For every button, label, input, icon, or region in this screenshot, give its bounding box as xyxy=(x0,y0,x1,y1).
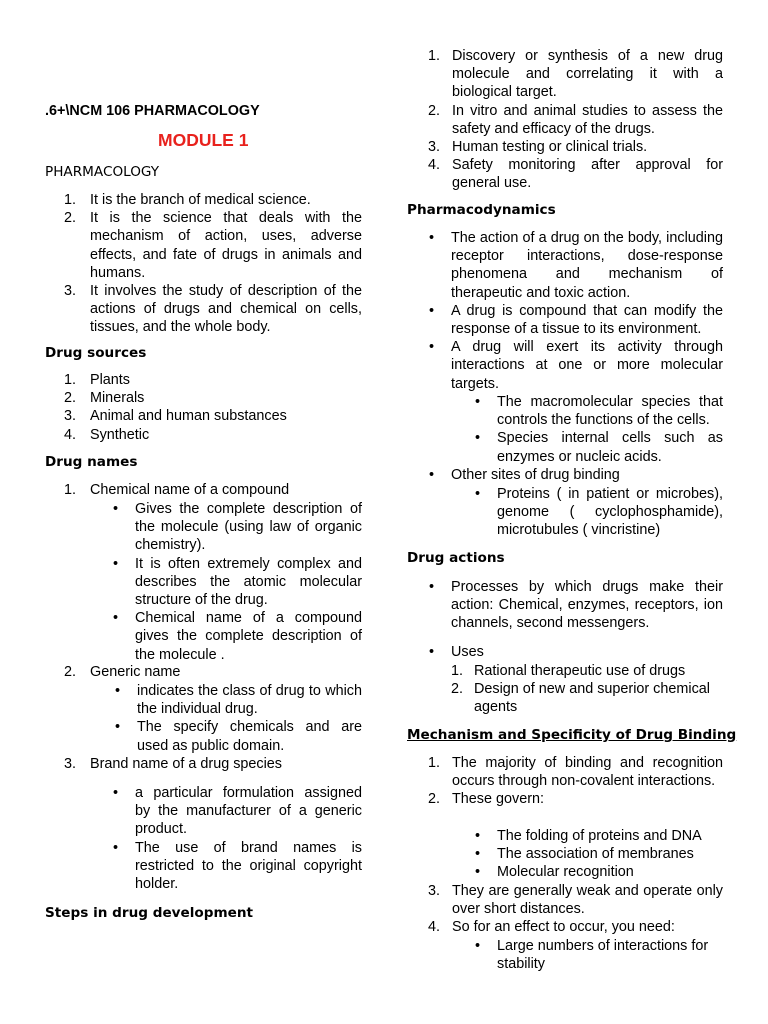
steps-list xyxy=(407,47,723,193)
list-item: 4. Safety monitoring after approval for general use. xyxy=(428,157,723,192)
drug-names-list xyxy=(45,481,362,499)
list-item: 4. So for an effect to occur, you need: xyxy=(428,919,675,936)
list-item: • A drug will exert its activity through interactions at one or more molecular targets. xyxy=(429,339,723,392)
list-item: • The association of membranes xyxy=(475,846,694,863)
list-item: • It is often extremely complex and describes the atomic molecular structure of the drug. xyxy=(113,555,362,609)
list-item: • The specify chemicals and are used as public domain. xyxy=(115,719,362,754)
pharmacodynamics-list xyxy=(429,229,723,393)
mechanism-list xyxy=(407,754,723,809)
uses-list xyxy=(429,643,723,661)
list-item: • Proteins ( in patient or microbes), genome ( cyclophosphamide), microtubules ( vincristine) xyxy=(475,486,723,539)
list-item: • Gives the complete description of the molecule (using law of organic chemistry). xyxy=(113,501,362,554)
list-item: • a particular formulation assigned by the manufacturer of a generic product. xyxy=(113,785,362,838)
list-item: 1. Discovery or synthesis of a new drug molecule and correlating it with a biological target. xyxy=(428,48,723,101)
drug-actions-list xyxy=(429,578,723,633)
pharmacology-heading: PHARMACOLOGY xyxy=(45,164,160,180)
govern-sublist xyxy=(475,827,723,882)
list-item: • Uses xyxy=(429,644,484,660)
course-title: .6+\NCM 106 PHARMACOLOGY xyxy=(45,103,260,119)
list-item: 2. Design of new and superior chemical agents xyxy=(451,681,710,716)
mechanism-list-2 xyxy=(407,882,723,937)
list-item: 3. Animal and human substances xyxy=(64,408,287,425)
list-item: • Molecular recognition xyxy=(475,864,634,881)
drug-sources-heading: Drug sources xyxy=(45,345,147,361)
list-item: 3. Brand name of a drug species xyxy=(64,756,282,772)
steps-heading: Steps in drug development xyxy=(45,905,254,921)
targets-sublist xyxy=(475,393,723,466)
other-sites-list xyxy=(429,466,723,484)
need-sublist xyxy=(475,937,723,973)
drug-names-list-3 xyxy=(45,755,362,773)
generic-name-sublist xyxy=(115,682,362,755)
list-item: 1. Chemical name of a compound xyxy=(64,482,290,498)
list-item: 2. Generic name xyxy=(64,664,181,680)
other-sites-sublist xyxy=(475,485,723,540)
list-item: 2. These govern: xyxy=(428,791,544,808)
drug-actions-heading: Drug actions xyxy=(407,550,505,566)
chemical-name-sublist xyxy=(113,500,362,664)
list-item: • Chemical name of a compound gives the complete description of the molecule . xyxy=(113,610,362,663)
pharmacodynamics-heading: Pharmacodynamics xyxy=(407,202,556,218)
drug-names-heading: Drug names xyxy=(45,454,138,470)
list-item: 4. Synthetic xyxy=(64,426,150,443)
list-item: • The use of brand names is restricted to the original copyright holder. xyxy=(113,839,362,893)
uses-sublist xyxy=(451,662,723,717)
list-item: 1. Rational therapeutic use of drugs xyxy=(451,663,686,679)
list-item: • Other sites of drug binding xyxy=(429,467,620,483)
list-item: 1. Plants xyxy=(64,372,130,388)
list-item: • indicates the class of drug to which the individual drug. xyxy=(115,683,362,718)
brand-name-sublist xyxy=(113,784,362,893)
list-item: 3. They are generally weak and operate only over short distances. xyxy=(428,883,723,918)
list-item: 1. It is the branch of medical science. xyxy=(64,192,311,208)
list-item: • The action of a drug on the body, including receptor interactions, dose-response phenomena and mechanism of therapeutic and toxic action. xyxy=(429,230,723,301)
list-item: 2. It is the science that deals with the mechanism of action, uses, adverse effects, and fate of drugs in animals and humans. xyxy=(64,210,362,281)
list-item: • Processes by which drugs make their action: Chemical, enzymes, receptors, ion channels, second messengers. xyxy=(429,579,723,632)
list-item: 2. In vitro and animal studies to assess the safety and efficacy of the drugs. xyxy=(428,102,723,137)
list-item: 3. It involves the study of description of the actions of drugs and chemical on cells, tissues, and the whole body. xyxy=(64,283,362,336)
drug-sources-list xyxy=(45,371,362,444)
mechanism-heading: Mechanism and Specificity of Drug Binding xyxy=(407,727,737,743)
list-item: 2. Minerals xyxy=(64,390,145,407)
drug-names-list-2 xyxy=(45,663,362,681)
list-item: 1. The majority of binding and recognition occurs through non-covalent interactions. xyxy=(428,755,723,790)
list-item: • The folding of proteins and DNA xyxy=(475,828,702,844)
pharmacology-list xyxy=(45,191,362,337)
list-item: 3. Human testing or clinical trials. xyxy=(428,139,648,156)
list-item: • A drug is compound that can modify the response of a tissue to its environment. xyxy=(429,302,723,338)
list-item: • The macromolecular species that controls the functions of the cells. xyxy=(475,394,723,429)
list-item: • Large numbers of interactions for stability xyxy=(475,938,709,973)
module-title: MODULE 1 xyxy=(158,130,249,150)
list-item: • Species internal cells such as enzymes or nucleic acids. xyxy=(475,430,723,465)
